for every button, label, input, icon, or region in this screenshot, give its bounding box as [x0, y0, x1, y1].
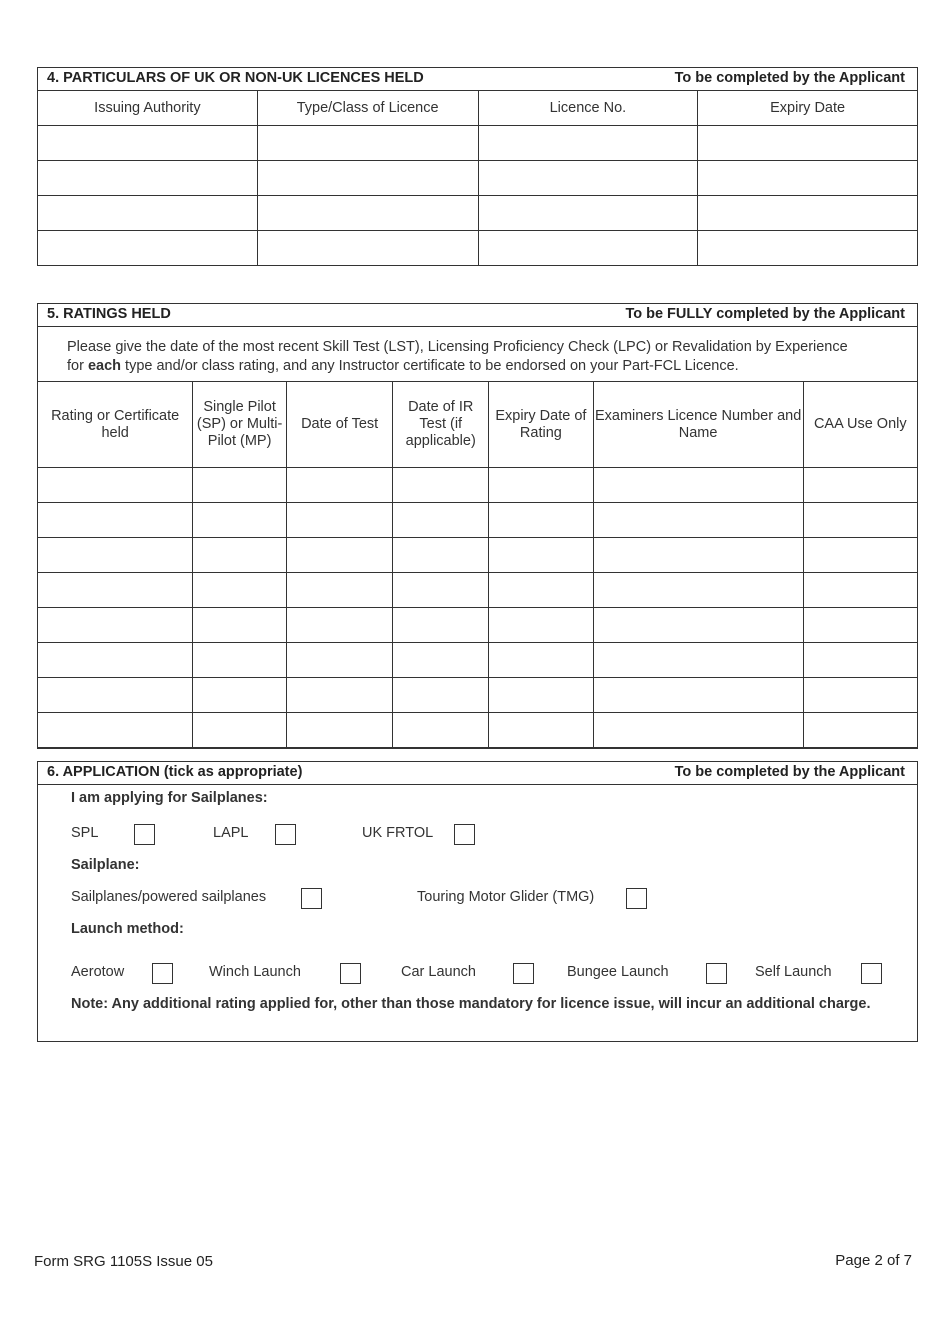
table-cell[interactable]: [393, 538, 489, 573]
table-cell: [803, 643, 917, 678]
table-cell[interactable]: [593, 608, 803, 643]
checkbox-tmg[interactable]: [626, 888, 647, 909]
table-cell[interactable]: [286, 678, 392, 713]
section-6-title: 6. APPLICATION (tick as appropriate): [47, 764, 303, 780]
table-cell[interactable]: [698, 161, 918, 196]
table-cell[interactable]: [193, 503, 287, 538]
table-cell: [803, 468, 917, 503]
column-header: Expiry Date: [698, 91, 918, 126]
table-cell[interactable]: [393, 573, 489, 608]
option-label-aerotow: Aerotow: [71, 964, 125, 980]
additional-rating-note: Note: Any additional rating applied for, other than those mandatory for licence issue, will incur an additional charge.: [71, 996, 871, 1012]
column-header: Date of Test: [286, 382, 392, 468]
option-label-winch-launch: Winch Launch: [209, 964, 301, 980]
table-cell[interactable]: [489, 538, 594, 573]
table-cell[interactable]: [393, 713, 489, 748]
option-label-bungee-launch: Bungee Launch: [567, 964, 669, 980]
table-row: [38, 161, 918, 196]
table-cell[interactable]: [193, 713, 287, 748]
applying-heading: I am applying for Sailplanes:: [71, 790, 268, 806]
checkbox-powered-sailplanes[interactable]: [301, 888, 322, 909]
table-cell[interactable]: [593, 678, 803, 713]
section-4-licences: [37, 67, 918, 266]
table-cell[interactable]: [393, 503, 489, 538]
table-cell[interactable]: [193, 678, 287, 713]
option-label-lapl: LAPL: [213, 825, 249, 841]
table-row: [38, 503, 918, 538]
option-label-uk-frtol: UK FRTOL: [362, 825, 434, 841]
table-cell[interactable]: [286, 608, 392, 643]
column-header: CAA Use Only: [803, 382, 917, 468]
table-cell[interactable]: [38, 503, 193, 538]
table-cell[interactable]: [286, 713, 392, 748]
table-cell[interactable]: [393, 608, 489, 643]
table-cell: [803, 538, 917, 573]
table-cell[interactable]: [286, 538, 392, 573]
column-header: Expiry Date of Rating: [489, 382, 594, 468]
option-label-car-launch: Car Launch: [401, 964, 476, 980]
table-cell: [803, 713, 917, 748]
table-cell[interactable]: [286, 643, 392, 678]
table-cell[interactable]: [593, 573, 803, 608]
table-cell[interactable]: [38, 713, 193, 748]
section-5-header: [38, 304, 917, 327]
table-cell[interactable]: [698, 126, 918, 161]
table-cell[interactable]: [489, 503, 594, 538]
table-cell[interactable]: [489, 678, 594, 713]
table-cell: [803, 503, 917, 538]
table-cell: [803, 573, 917, 608]
section-6-note: To be completed by the Applicant: [674, 764, 905, 780]
table-cell[interactable]: [478, 231, 698, 266]
launch-heading: Launch method:: [71, 921, 184, 937]
checkbox-uk-frtol[interactable]: [454, 824, 475, 845]
table-cell[interactable]: [286, 573, 392, 608]
ratings-instruction: [67, 338, 912, 376]
table-cell[interactable]: [593, 503, 803, 538]
section-6-header: [38, 762, 917, 785]
table-cell[interactable]: [38, 643, 193, 678]
table-row: [38, 468, 918, 503]
table-row: [38, 608, 918, 643]
checkbox-winch-launch[interactable]: [340, 963, 361, 984]
section-4-note: To be completed by the Applicant: [674, 70, 905, 86]
table-cell[interactable]: [489, 573, 594, 608]
table-cell[interactable]: [193, 468, 287, 503]
table-cell[interactable]: [489, 713, 594, 748]
table-cell[interactable]: [38, 126, 258, 161]
section-4-header: [38, 68, 917, 91]
page-number: Page 2 of 7: [835, 1252, 912, 1269]
section-6-application: [37, 761, 918, 1042]
table-cell[interactable]: [698, 231, 918, 266]
table-cell[interactable]: [393, 678, 489, 713]
table-cell: [803, 608, 917, 643]
checkbox-lapl[interactable]: [275, 824, 296, 845]
table-row: [38, 678, 918, 713]
column-header: Examiners Licence Number and Name: [593, 382, 803, 468]
table-cell[interactable]: [257, 161, 478, 196]
table-cell[interactable]: [393, 468, 489, 503]
table-cell[interactable]: [593, 643, 803, 678]
checkbox-spl[interactable]: [134, 824, 155, 845]
column-header: Single Pilot (SP) or Multi-Pilot (MP): [193, 382, 287, 468]
option-label-tmg: Touring Motor Glider (TMG): [417, 889, 595, 905]
column-header: Issuing Authority: [38, 91, 258, 126]
table-cell: [803, 678, 917, 713]
checkbox-aerotow[interactable]: [152, 963, 173, 984]
table-row: [38, 231, 918, 266]
table-cell[interactable]: [38, 573, 193, 608]
table-cell[interactable]: [286, 503, 392, 538]
table-cell[interactable]: [38, 468, 193, 503]
table-row: [38, 573, 918, 608]
checkbox-car-launch[interactable]: [513, 963, 534, 984]
table-cell[interactable]: [257, 126, 478, 161]
table-cell[interactable]: [38, 538, 193, 573]
table-row: [38, 643, 918, 678]
checkbox-self-launch[interactable]: [861, 963, 882, 984]
table-cell[interactable]: [478, 126, 698, 161]
ratings-table: [37, 381, 918, 748]
table-cell[interactable]: [257, 196, 478, 231]
option-label-spl: SPL: [71, 825, 99, 841]
section-5-note: To be FULLY completed by the Applicant: [625, 306, 905, 322]
table-cell[interactable]: [489, 643, 594, 678]
checkbox-bungee-launch[interactable]: [706, 963, 727, 984]
instruction-for: for: [67, 358, 84, 374]
instruction-line-1: Please give the date of the most recent Skill Test (LST), Licensing Proficiency Check (LPC) or Revalidation by Experience: [67, 339, 848, 355]
column-header: Rating or Certificate held: [38, 382, 193, 468]
table-cell[interactable]: [393, 643, 489, 678]
table-cell[interactable]: [38, 231, 258, 266]
table-cell[interactable]: [38, 608, 193, 643]
column-header: Date of IR Test (if applicable): [393, 382, 489, 468]
table-cell[interactable]: [478, 196, 698, 231]
section-5-ratings: [37, 303, 918, 749]
option-label-powered-sailplanes: Sailplanes/powered sailplanes: [71, 889, 267, 905]
section-5-title: 5. RATINGS HELD: [47, 306, 171, 322]
table-cell[interactable]: [38, 161, 258, 196]
table-row: [38, 126, 918, 161]
table-row: [38, 196, 918, 231]
table-cell[interactable]: [478, 161, 698, 196]
table-cell[interactable]: [593, 538, 803, 573]
table-cell[interactable]: [286, 468, 392, 503]
column-header: Licence No.: [478, 91, 698, 126]
column-header: Type/Class of Licence: [257, 91, 478, 126]
table-cell[interactable]: [193, 538, 287, 573]
sailplane-heading: Sailplane:: [71, 857, 140, 873]
table-cell[interactable]: [193, 608, 287, 643]
table-cell[interactable]: [489, 468, 594, 503]
table-cell[interactable]: [593, 713, 803, 748]
table-cell[interactable]: [593, 468, 803, 503]
table-row: [38, 538, 918, 573]
form-id: Form SRG 1105S Issue 05: [34, 1253, 213, 1270]
instruction-each: each: [87, 358, 122, 374]
table-cell[interactable]: [193, 643, 287, 678]
section-4-title: 4. PARTICULARS OF UK OR NON-UK LICENCES HELD: [47, 70, 424, 86]
table-cell[interactable]: [38, 678, 193, 713]
table-row: [38, 713, 918, 748]
table-cell[interactable]: [257, 231, 478, 266]
option-label-self-launch: Self Launch: [755, 964, 832, 980]
licences-table: [37, 90, 918, 266]
table-cell[interactable]: [38, 196, 258, 231]
instruction-rest: type and/or class rating, and any Instructor certificate to be endorsed on your Part-FCL Licence.: [125, 358, 739, 374]
table-cell[interactable]: [698, 196, 918, 231]
table-cell[interactable]: [489, 608, 594, 643]
table-cell[interactable]: [193, 573, 287, 608]
